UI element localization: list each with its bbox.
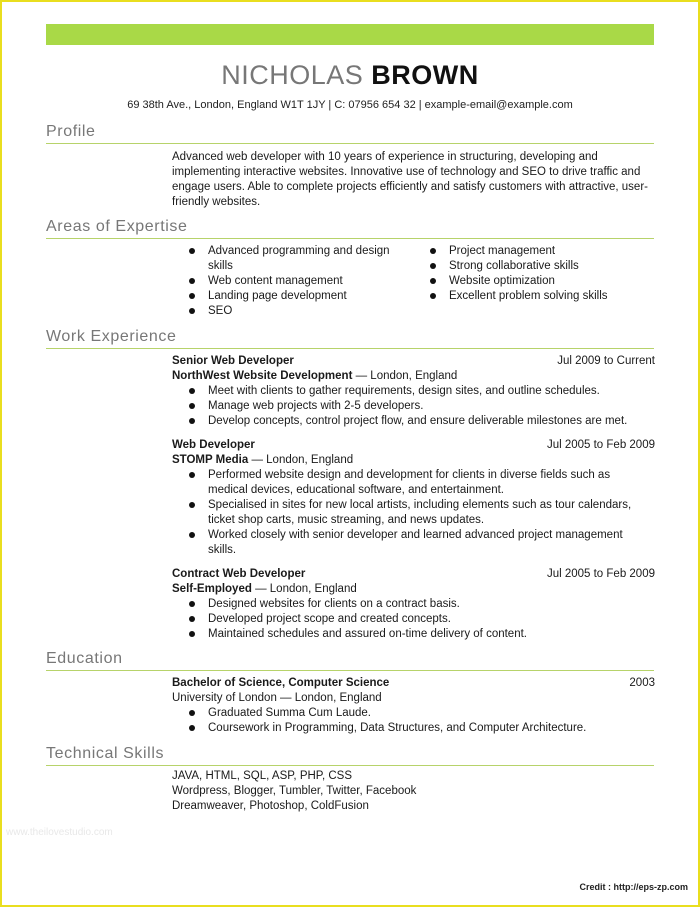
technical-skills bbox=[172, 769, 416, 814]
section-divider bbox=[46, 670, 654, 671]
expertise-item: Excellent problem solving skills bbox=[413, 289, 653, 304]
section-title-expertise: Areas of Expertise bbox=[46, 218, 188, 235]
job-entry bbox=[172, 438, 655, 558]
job-dates: Jul 2005 to Feb 2009 bbox=[546, 439, 655, 451]
expertise-left-column bbox=[172, 244, 402, 319]
section-divider bbox=[46, 348, 654, 349]
education-bullet: Coursework in Programming, Data Structures, and Computer Architecture. bbox=[172, 721, 655, 736]
job-location: — London, England bbox=[352, 370, 458, 382]
section-divider bbox=[46, 765, 654, 766]
job-dates: Jul 2005 to Feb 2009 bbox=[546, 568, 655, 580]
job-bullet: Manage web projects with 2-5 developers. bbox=[172, 399, 655, 414]
expertise-item: Project management bbox=[413, 244, 653, 259]
section-title-skills: Technical Skills bbox=[46, 745, 165, 762]
section-title-profile: Profile bbox=[46, 123, 96, 140]
profile-text: Advanced web developer with 10 years of experience in structuring, developing and implementing interactive websites. Innovative use of technology and SEO to drive traffic and engage users. Able to complete projects efficiently and satisfy customers with attractive, user-friendly websites. bbox=[172, 151, 648, 208]
job-bullet: Maintained schedules and assured on-time delivery of content. bbox=[172, 627, 655, 642]
job-bullet: Performed website design and development for clients in diverse fields such as medical devices, educational software, and entertainment. bbox=[172, 468, 642, 498]
job-bullet: Specialised in sites for new local artists, including elements such as tour calendars, ticket shop carts, music streaming, and news updates. bbox=[172, 498, 642, 528]
education-entry bbox=[172, 676, 655, 736]
job-company: Self-Employed bbox=[172, 583, 252, 595]
degree: Bachelor of Science bbox=[172, 677, 282, 689]
graduation-year: 2003 bbox=[629, 677, 655, 689]
section-title-work: Work Experience bbox=[46, 328, 177, 345]
section-divider bbox=[46, 238, 654, 239]
expertise-item: Strong collaborative skills bbox=[413, 259, 653, 274]
job-bullet: Worked closely with senior developer and learned advanced project management skills. bbox=[172, 528, 642, 558]
job-dates: Jul 2009 to Current bbox=[557, 355, 655, 367]
job-entry bbox=[172, 567, 655, 642]
section-divider bbox=[46, 143, 654, 144]
last-name: BROWN bbox=[371, 60, 479, 90]
expertise-right-column bbox=[413, 244, 653, 304]
contact-line: 69 38th Ave., London, England W1T 1JY | C: 07956 654 32 | example-email@example.com bbox=[127, 99, 573, 111]
skills-line: Wordpress, Blogger, Tumbler, Twitter, Facebook bbox=[172, 785, 417, 797]
job-location: — London, England bbox=[251, 583, 357, 595]
candidate-name bbox=[0, 60, 700, 91]
job-bullet: Meet with clients to gather requirements, design sites, and outline schedules. bbox=[172, 384, 655, 399]
education-bullet: Graduated Summa Cum Laude. bbox=[172, 706, 655, 721]
job-bullet: Designed websites for clients on a contract basis. bbox=[172, 597, 655, 612]
expertise-item: Website optimization bbox=[413, 274, 653, 289]
job-location: — London, England bbox=[248, 454, 354, 466]
job-company: NorthWest Website Development bbox=[172, 370, 353, 382]
degree-field: , Computer Science bbox=[281, 677, 390, 689]
section-title-education: Education bbox=[46, 650, 123, 667]
accent-bar bbox=[46, 24, 654, 45]
job-title: Contract Web Developer bbox=[172, 568, 306, 580]
watermark: www.theilovestudio.com bbox=[6, 827, 113, 838]
expertise-item: SEO bbox=[172, 304, 402, 319]
job-company: STOMP Media bbox=[172, 454, 249, 466]
job-entry bbox=[172, 354, 655, 429]
job-bullet: Develop concepts, control project flow, and ensure deliverable milestones are met. bbox=[172, 414, 655, 429]
expertise-item: Landing page development bbox=[172, 289, 402, 304]
school: University of London — London, England bbox=[172, 692, 382, 704]
credit-link[interactable]: Credit : http://eps-zp.com bbox=[579, 882, 688, 892]
expertise-item: Advanced programming and design skills bbox=[172, 244, 398, 274]
skills-line: Dreamweaver, Photoshop, ColdFusion bbox=[172, 800, 369, 812]
first-name: NICHOLAS bbox=[221, 60, 364, 90]
skills-line: JAVA, HTML, SQL, ASP, PHP, CSS bbox=[172, 770, 353, 782]
expertise-item: Web content management bbox=[172, 274, 402, 289]
job-title: Web Developer bbox=[172, 439, 255, 451]
job-bullet: Developed project scope and created concepts. bbox=[172, 612, 655, 627]
job-title: Senior Web Developer bbox=[172, 355, 294, 367]
